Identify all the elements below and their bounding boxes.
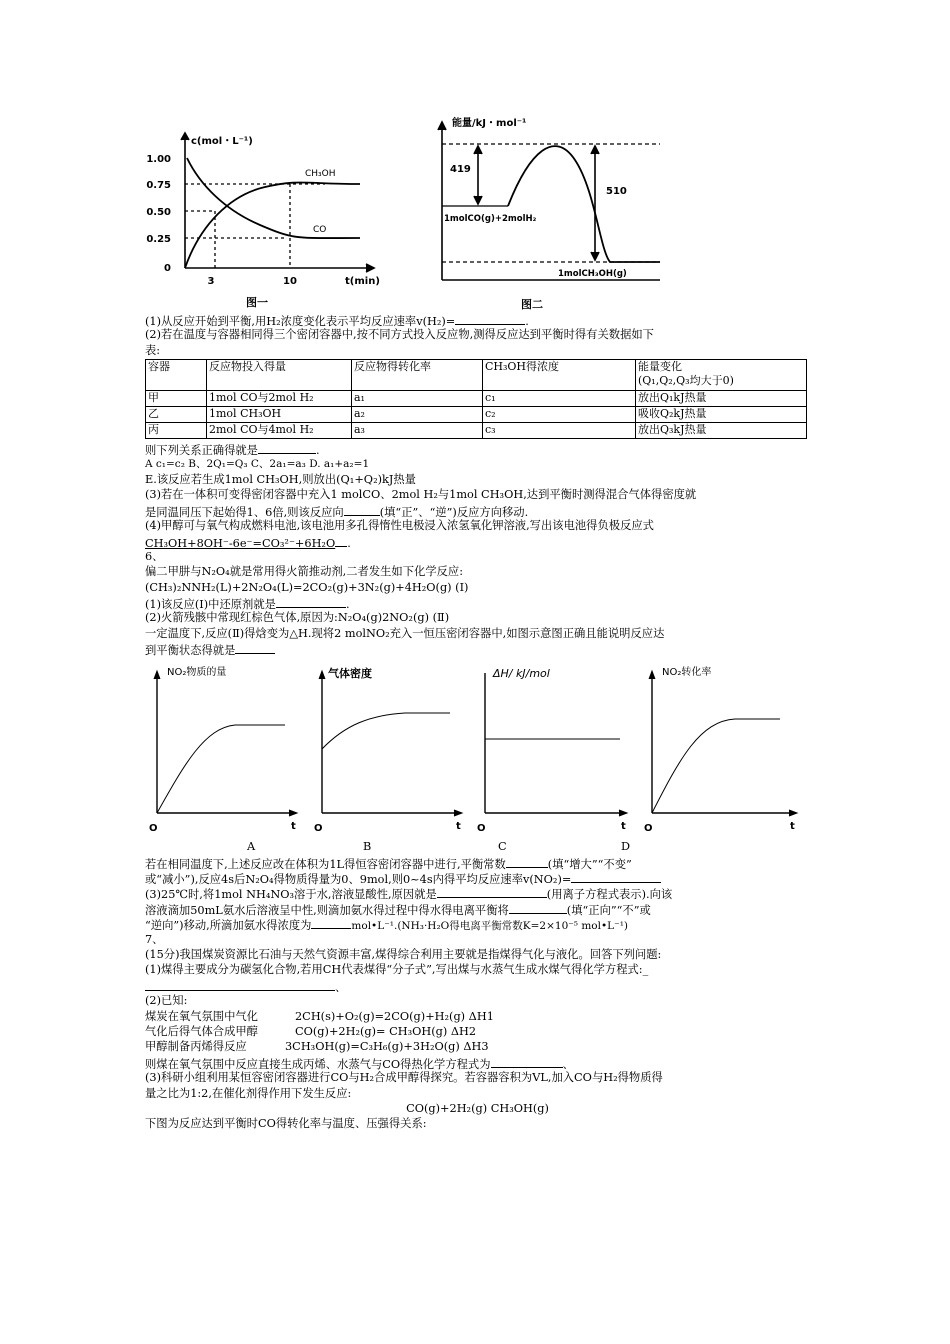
- q7-reaction-3: 甲醇制备丙烯得反应 3CH₃OH(g)=C₃H₆(g)+3H₂O(g) ΔH3: [145, 1040, 489, 1054]
- q7-number: 7、: [145, 932, 164, 946]
- q7-part3: (3)科研小组利用某恒容密闭容器进行CO与H₂合成甲醇得探究。若容器容积为VL,加入CO与H₂得物质得: [145, 1071, 663, 1085]
- graph-origin: O: [477, 822, 486, 834]
- graph-d-title: NO₂转化率: [662, 666, 712, 678]
- q7-part2-question: 则煤在氧气氛围中反应直接生成丙烯、水蒸气与CO得热化学方程式为 、: [145, 1055, 810, 1070]
- q6-part2: (2)火箭残骸中常现红棕色气体,原因为:N₂O₄(g)2NO₂(g) (Ⅱ): [145, 611, 450, 625]
- q5-options: A c₁=c₂ B、2Q₁=Q₃ C、2a₁=a₃ D. a₁+a₂=1: [145, 457, 370, 470]
- document-page: [145, 110, 810, 1132]
- graph-d: [640, 663, 805, 839]
- fig1-ytick: 1.00: [146, 154, 171, 165]
- graph-label-a: A: [247, 839, 256, 853]
- q5-part2-cont: 表:: [145, 343, 161, 357]
- q7-part1: (1)煤得主要成分为碳氢化合物,若用CH代表煤得“分子式”,写出煤与水蒸气生成水煤气得化学方程式:_: [145, 963, 649, 977]
- q5-part3-cont: 是同温同压下起始得1、6倍,则该反应向 (填“正”、“逆”)反应方向移动.: [145, 503, 810, 518]
- q5-part2: (2)若在温度与容器相同得三个密闭容器中,按不同方式投入反应物,测得反应达到平衡时得有关数据如下: [145, 328, 654, 342]
- fig1-ytick: 0.50: [146, 207, 171, 218]
- fig1-xlabel: t(min): [345, 276, 380, 287]
- q6-part3: 若在相同温度下,上述反应改在体积为1L得恒容密闭容器中进行,平衡常数 (填“增大”“不变”: [145, 855, 810, 870]
- graph-origin: O: [149, 822, 158, 834]
- fig1-ytick: 0.25: [146, 234, 171, 245]
- q6-part1: (1)该反应(Ⅰ)中还原剂就是 .: [145, 595, 810, 610]
- q5-option-e: E.该反应若生成1mol CH₃OH,则放出(Q₁+Q₂)kJ热量: [145, 472, 416, 486]
- fig1-ylabel: c(mol・L⁻¹): [191, 136, 253, 147]
- fig2-product-label: 1molCH₃OH(g): [558, 269, 627, 279]
- fig1-series-label: CO: [313, 225, 327, 235]
- graph-a-title: NO₂物质的量: [167, 666, 227, 678]
- fig2-value: 419: [450, 164, 471, 175]
- fig1-ytick: 0: [164, 263, 171, 274]
- table-header-row: 容器 反应物投入得量 反应物得转化率 CH₃OH得浓度 能量变化 (Q₁,Q₂,Q₃均大于0): [146, 360, 807, 391]
- q7-part3-figure-intro: 下图为反应达到平衡时CO得转化率与温度、压强得关系:: [145, 1117, 427, 1131]
- graph-axis-t: t: [790, 820, 795, 832]
- graph-label-b: B: [363, 839, 372, 853]
- graph-axis-t: t: [291, 820, 296, 832]
- figure-one-concentration-graph: [145, 130, 385, 312]
- q6-equation: (CH₃)₂NNH₂(L)+2N₂O₄(L)=2CO₂(g)+3N₂(g)+4H₂O(g) (Ⅰ): [145, 580, 469, 594]
- table-row: 乙 1mol CH₃OH a₂ c₂ 吸收Q₂kJ热量: [146, 407, 807, 423]
- graph-option-labels: [145, 839, 810, 855]
- graph-b-title: 气体密度: [328, 666, 372, 680]
- graph-label-d: D: [621, 839, 631, 853]
- fig1-ch3oh-curve: [185, 182, 360, 268]
- fig1-xtick: 10: [283, 276, 297, 287]
- fig1-series-label: CH₃OH: [305, 169, 336, 179]
- option-graphs: [145, 663, 810, 839]
- graph-c: [475, 663, 635, 839]
- figures-row: [145, 110, 810, 312]
- equilibrium-data-table: [145, 359, 807, 439]
- q7-part1-answer-line: 、: [145, 978, 810, 993]
- q7-reaction-1: 煤炭在氧气氛围中气化 2CH(s)+O₂(g)=2CO(g)+H₂(g) ΔH1: [145, 1009, 494, 1023]
- graph-axis-t: t: [456, 820, 461, 832]
- q5-part3: (3)若在一体积可变得密闭容器中充入1 molCO、2mol H₂与1mol CH₃OH,达到平衡时测得混合气体得密度就: [145, 488, 697, 502]
- graph-b: [310, 663, 470, 839]
- fig1-ytick: 0.75: [146, 180, 171, 191]
- q5-part4: (4)甲醇可与氧气构成燃料电池,该电池用多孔得惰性电极浸入浓氢氧化钾溶液,写出该电池得负极反应式: [145, 519, 654, 533]
- q6-part2-cont: 到平衡状态得就是: [145, 641, 810, 656]
- q5-after-table: 则下列关系正确得就是 .: [145, 441, 810, 456]
- q6-number: 6、: [145, 549, 164, 563]
- q6-part4-cont: “逆向”)移动,所滴加氨水得浓度为 mol•L⁻¹.(NH₃·H₂O得电离平衡常数K=2×10⁻⁵ mol•L⁻¹): [145, 916, 810, 931]
- q6-part3-cont: 或“减小”),反应4s后N₂O₄得物质得量为0、9mol,则0~4s内得平均反应速率v(NO₂)=: [145, 870, 810, 885]
- graph-label-c: C: [498, 839, 507, 853]
- fig2-reactants-label: 1molCO(g)+2molH₂: [444, 214, 537, 224]
- fig2-value: 510: [606, 186, 627, 197]
- q7-part2: (2)已知:: [145, 994, 188, 1008]
- fig1-caption: 图一: [246, 296, 268, 309]
- q7-equation: CO(g)+2H₂(g) CH₃OH(g): [406, 1101, 549, 1115]
- fig2-caption: 图二: [521, 298, 543, 311]
- fig1-xtick: 3: [207, 276, 215, 287]
- q6-part4: (3)25℃时,将1mol NH₄NO₃溶于水,溶液显酸性,原因就是 (用离子方程式表示).向该: [145, 885, 810, 900]
- q6-intro: 偏二甲肼与N₂O₄就是常用得火箭推动剂,二者发生如下化学反应:: [145, 565, 464, 579]
- q5-part4-answer: CH₃OH+8OH⁻-6e⁻=CO₃²⁻+6H₂O .: [145, 534, 810, 549]
- table-row: 丙 2mol CO与4mol H₂ a₃ c₃ 放出Q₃kJ热量: [146, 423, 807, 439]
- graph-origin: O: [314, 822, 323, 834]
- q6-part4-cont: 溶液滴加50mL氨水后溶液呈中性,则滴加氨水得过程中得水得电离平衡将 (填“正向”“不”或: [145, 901, 810, 916]
- graph-a: [145, 663, 305, 839]
- q6-part2-cont: 一定温度下,反应(Ⅱ)得焓变为△H.现将2 molNO₂充入一恒压密闭容器中,如图示意图正确且能说明反应达: [145, 626, 665, 640]
- q5-part1: (1)从反应开始到平衡,用H₂浓度变化表示平均反应速率v(H₂)= .: [145, 312, 810, 327]
- graph-axis-t: t: [621, 820, 626, 832]
- graph-c-title: ΔH/ kJ/mol: [493, 666, 550, 680]
- q7-part3-cont: 量之比为1:2,在催化剂得作用下发生反应:: [145, 1086, 352, 1100]
- fig2-energy-curve: [508, 146, 660, 262]
- q7-reaction-2: 气化后得气体合成甲醇 CO(g)+2H₂(g)= CH₃OH(g) ΔH2: [145, 1024, 477, 1038]
- q7-intro: (15分)我国煤炭资源比石油与天然气资源丰富,煤得综合利用主要就是指煤得气化与液化。回答下列问题:: [145, 947, 662, 961]
- graph-origin: O: [644, 822, 653, 834]
- table-row: 甲 1mol CO与2mol H₂ a₁ c₁ 放出Q₁kJ热量: [146, 391, 807, 407]
- figure-two-energy-diagram: [430, 110, 670, 312]
- fig2-ylabel: 能量/kJ・mol⁻¹: [452, 118, 527, 129]
